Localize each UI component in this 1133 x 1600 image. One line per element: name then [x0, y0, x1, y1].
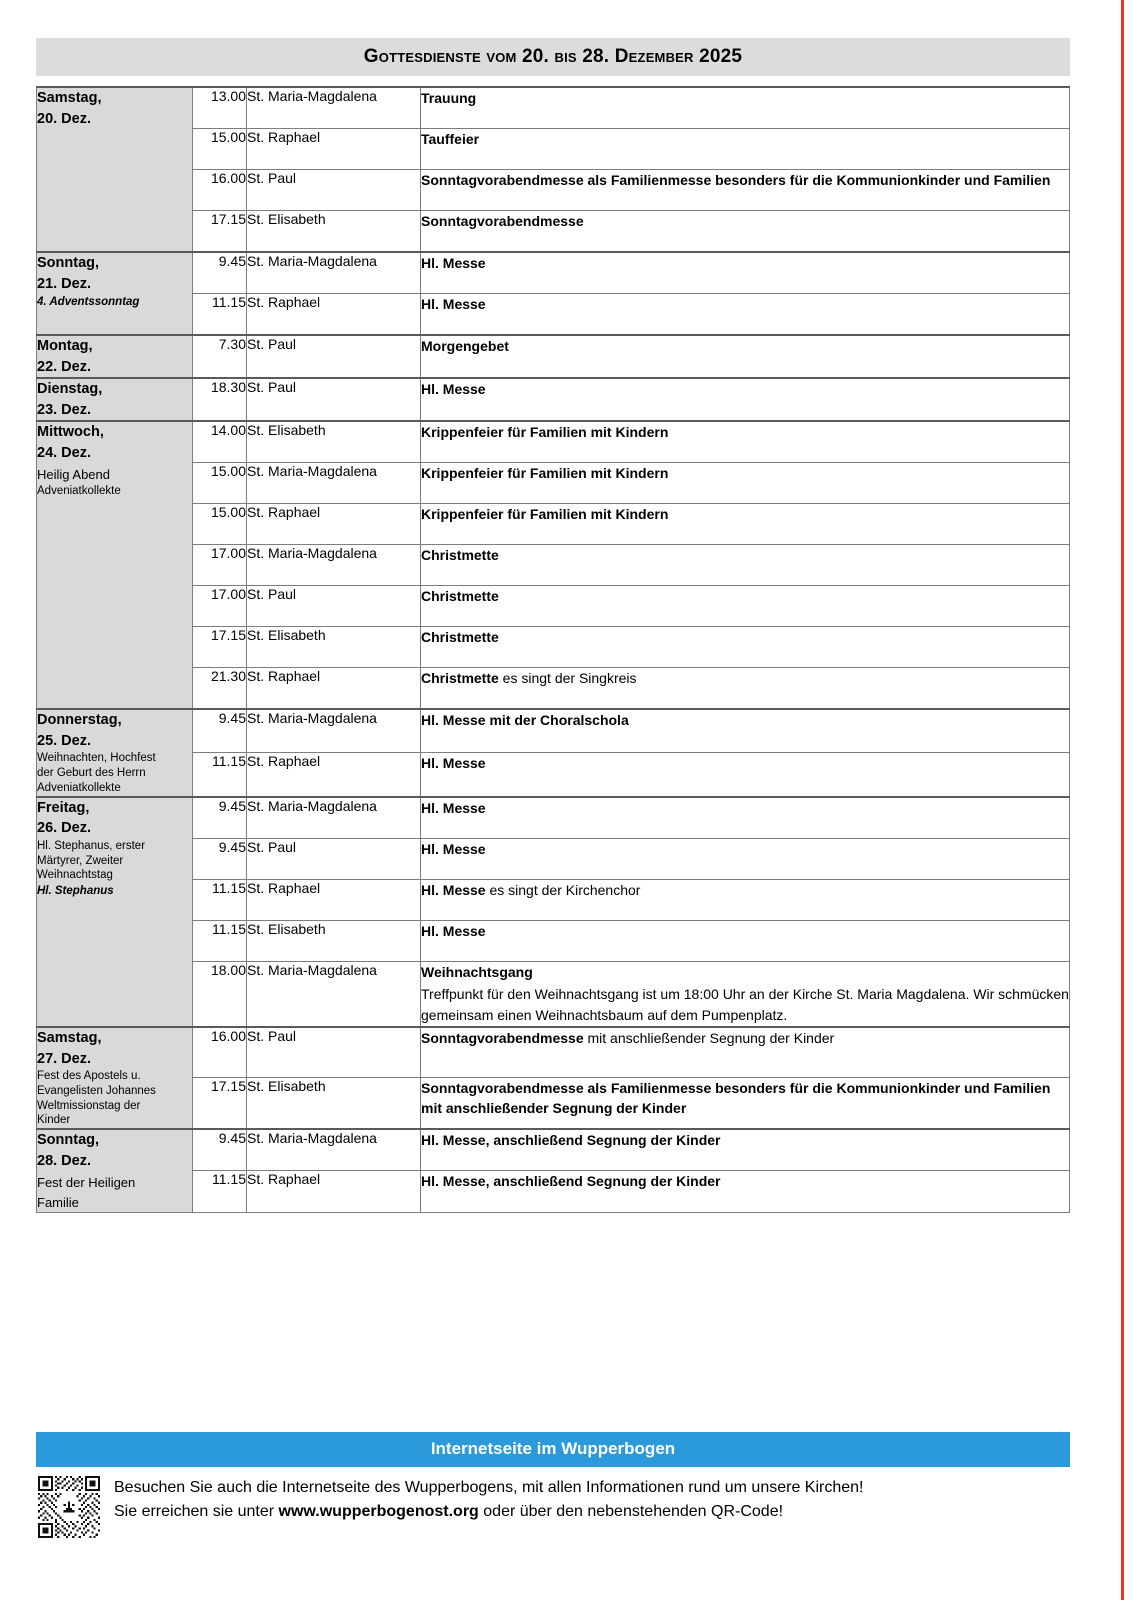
service-church: St. Maria-Magdalena	[247, 87, 421, 129]
service-church: St. Maria-Magdalena	[247, 463, 421, 504]
service-church: St. Raphael	[247, 1171, 421, 1212]
service-description	[421, 1171, 1070, 1212]
day-weekday: Samstag,	[37, 90, 102, 106]
service-church: St. Maria-Magdalena	[247, 797, 421, 839]
day-note: Fest des Apostels u.	[37, 1070, 141, 1083]
day-note: Weihnachten, Hochfest	[37, 752, 156, 765]
service-detail-inline: es singt der Kirchenchor	[485, 881, 641, 898]
service-time: 17.15	[193, 211, 247, 253]
table-row	[37, 335, 1070, 378]
page-edge-rule	[1121, 0, 1124, 1600]
day-note: Weltmissionstag der	[37, 1099, 141, 1112]
document-title-bar	[36, 38, 1070, 76]
service-description	[421, 294, 1070, 336]
service-title: Hl. Messe, anschließend Segnung der Kinder	[421, 1131, 721, 1148]
service-church: St. Elisabeth	[247, 920, 421, 961]
service-church: St. Elisabeth	[247, 627, 421, 668]
service-title: Christmette	[421, 588, 499, 605]
footer-section	[36, 1432, 1070, 1538]
service-time: 9.45	[193, 1129, 247, 1171]
service-title: Sonntagvorabendmesse	[421, 213, 584, 229]
table-row	[37, 709, 1070, 753]
service-time: 15.00	[193, 129, 247, 170]
document-content	[36, 38, 1070, 1213]
service-title: Christmette	[421, 629, 499, 646]
service-title: Morgengebet	[421, 338, 509, 354]
service-description	[421, 463, 1070, 504]
service-title: Sonntagvorabendmesse als Familienmesse besonders für die Kommunionkinder und Familien	[421, 172, 1051, 188]
service-church: St. Maria-Magdalena	[247, 709, 421, 753]
service-time: 9.45	[193, 709, 247, 753]
service-church: St. Raphael	[247, 294, 421, 336]
footer-line2-before: Sie erreichen sie unter	[114, 1503, 279, 1521]
footer-line2-after: oder über den nebenstehenden QR-Code!	[478, 1503, 784, 1521]
service-title: Krippenfeier für Familien mit Kindern	[421, 506, 669, 523]
service-church: St. Raphael	[247, 504, 421, 545]
service-title: Krippenfeier für Familien mit Kindern	[421, 424, 669, 441]
service-description	[421, 920, 1070, 961]
service-church: St. Raphael	[247, 668, 421, 710]
service-church: St. Maria-Magdalena	[247, 961, 421, 1027]
service-description	[421, 1078, 1070, 1129]
table-row	[37, 1027, 1070, 1078]
service-description	[421, 335, 1070, 378]
service-time: 18.00	[193, 961, 247, 1027]
service-description	[421, 170, 1070, 211]
service-description	[421, 586, 1070, 627]
service-church: St. Maria-Magdalena	[247, 545, 421, 586]
service-title: Christmette	[421, 547, 499, 564]
table-row	[37, 252, 1070, 294]
day-weekday: Sonntag,	[37, 1131, 100, 1148]
day-cell	[37, 87, 193, 252]
service-description	[421, 1129, 1070, 1171]
service-description	[421, 797, 1070, 839]
service-church: St. Raphael	[247, 129, 421, 170]
table-row	[37, 1129, 1070, 1171]
service-title: Tauffeier	[421, 131, 480, 147]
service-description	[421, 753, 1070, 797]
service-time: 16.00	[193, 170, 247, 211]
service-description	[421, 879, 1070, 920]
day-weekday: Freitag,	[37, 799, 90, 816]
service-church: St. Paul	[247, 586, 421, 627]
day-cell	[37, 1027, 193, 1129]
service-church: St. Maria-Magdalena	[247, 252, 421, 294]
service-church: St. Raphael	[247, 879, 421, 920]
service-title: Hl. Messe	[421, 755, 486, 772]
service-description	[421, 1027, 1070, 1078]
service-description	[421, 129, 1070, 170]
day-cell	[37, 421, 193, 709]
table-row	[37, 421, 1070, 463]
service-schedule-table	[36, 86, 1070, 1213]
service-time: 7.30	[193, 335, 247, 378]
day-weekday: Sonntag,	[37, 255, 100, 271]
day-weekday: Dienstag,	[37, 381, 103, 398]
day-note: Fest der Heiligen	[37, 1175, 136, 1191]
service-time: 11.15	[193, 920, 247, 961]
day-note: Adveniatkollekte	[37, 484, 121, 497]
page-title: Gottesdienste vom 20. bis 28. Dezember 2025	[363, 46, 743, 67]
service-time: 11.15	[193, 753, 247, 797]
service-title: Hl. Messe	[421, 255, 486, 271]
service-title: Hl. Messe mit der Choralschola	[421, 712, 629, 729]
footer-website-url[interactable]: www.wupperbogenost.org	[278, 1503, 479, 1521]
day-cell	[37, 378, 193, 421]
day-note: 4. Adventssonntag	[37, 296, 140, 309]
service-title: Trauung	[421, 90, 477, 106]
day-weekday: Samstag,	[37, 1029, 102, 1046]
day-note: Märtyrer, Zweiter	[37, 854, 124, 867]
service-time: 9.45	[193, 252, 247, 294]
service-title: Hl. Messe	[421, 840, 486, 857]
day-date: 28. Dez.	[37, 1152, 91, 1169]
footer-line-1: Besuchen Sie auch die Internetseite des Wupperbogens, mit allen Informationen rund um unsere Kirchen!	[114, 1479, 864, 1496]
footer-text	[114, 1476, 863, 1525]
service-time: 17.15	[193, 627, 247, 668]
day-note: Evangelisten Johannes	[37, 1084, 156, 1097]
day-note: Weihnachtstag	[37, 869, 113, 882]
service-title: Hl. Messe	[421, 881, 486, 898]
service-description	[421, 421, 1070, 463]
service-church: St. Elisabeth	[247, 211, 421, 253]
service-detail-inline: es singt der Singkreis	[498, 670, 637, 687]
service-time: 18.30	[193, 378, 247, 421]
service-title: Hl. Messe, anschließend Segnung der Kinder	[421, 1173, 721, 1190]
service-time: 17.15	[193, 1078, 247, 1129]
service-church: St. Maria-Magdalena	[247, 1129, 421, 1171]
service-time: 17.00	[193, 545, 247, 586]
table-row	[37, 87, 1070, 129]
service-title: Krippenfeier für Familien mit Kindern	[421, 465, 669, 482]
service-time: 15.00	[193, 463, 247, 504]
service-time: 17.00	[193, 586, 247, 627]
service-title: Hl. Messe	[421, 381, 486, 398]
day-note: Adveniatkollekte	[37, 781, 121, 794]
service-title: Sonntagvorabendmesse	[421, 1029, 584, 1046]
service-church: St. Paul	[247, 335, 421, 378]
table-row	[37, 797, 1070, 839]
service-description	[421, 87, 1070, 129]
day-date: 21. Dez.	[37, 275, 91, 292]
service-time: 11.15	[193, 294, 247, 336]
service-title: Weihnachtsgang	[421, 963, 533, 980]
service-title: Christmette	[421, 670, 499, 687]
service-description	[421, 252, 1070, 294]
day-cell	[37, 709, 193, 796]
service-description	[421, 378, 1070, 421]
service-title: Hl. Messe	[421, 296, 486, 312]
day-cell	[37, 335, 193, 378]
day-weekday: Mittwoch,	[37, 424, 104, 441]
day-date: 27. Dez.	[37, 1050, 91, 1067]
service-church: St. Paul	[247, 378, 421, 421]
day-weekday: Montag,	[37, 338, 93, 354]
footer-body	[36, 1476, 1070, 1538]
service-title: Sonntagvorabendmesse als Familienmesse besonders für die Kommunionkinder und Familien mit anschließender Segnung der Kinder	[421, 1080, 1051, 1117]
service-church: St. Paul	[247, 170, 421, 211]
service-time: 15.00	[193, 504, 247, 545]
day-weekday: Donnerstag,	[37, 712, 122, 729]
day-date: 20. Dez.	[37, 110, 91, 127]
service-time: 13.00	[193, 87, 247, 129]
day-cell	[37, 252, 193, 335]
service-time: 11.15	[193, 879, 247, 920]
service-description	[421, 668, 1070, 710]
day-date: 26. Dez.	[37, 820, 91, 837]
service-time: 14.00	[193, 421, 247, 463]
day-cell	[37, 797, 193, 1027]
day-note: der Geburt des Herrn	[37, 767, 146, 780]
service-church: St. Elisabeth	[247, 1078, 421, 1129]
service-description	[421, 211, 1070, 253]
service-description	[421, 627, 1070, 668]
service-church: St. Paul	[247, 1027, 421, 1078]
footer-banner: Internetseite im Wupperbogen	[36, 1432, 1070, 1467]
service-time: 16.00	[193, 1027, 247, 1078]
day-note: Heilig Abend	[37, 467, 110, 483]
service-time: 11.15	[193, 1171, 247, 1212]
service-description	[421, 961, 1070, 1027]
day-note: Familie	[37, 1195, 79, 1211]
table-row	[37, 378, 1070, 421]
service-time: 9.45	[193, 797, 247, 839]
service-title: Hl. Messe	[421, 922, 486, 939]
day-note: Hl. Stephanus, erster	[37, 839, 146, 852]
footer-line-2	[114, 1500, 863, 1524]
day-note: Hl. Stephanus	[37, 884, 114, 897]
service-time: 21.30	[193, 668, 247, 710]
day-date: 23. Dez.	[37, 401, 91, 418]
service-description	[421, 838, 1070, 879]
service-church: St. Elisabeth	[247, 421, 421, 463]
day-date: 22. Dez.	[37, 358, 91, 375]
day-cell	[37, 1129, 193, 1212]
qr-code-icon	[38, 1476, 100, 1538]
service-title: Hl. Messe	[421, 799, 486, 816]
service-detail-inline: mit anschließender Segnung der Kinder	[583, 1029, 835, 1046]
service-schedule-body	[37, 87, 1070, 1212]
service-church: St. Raphael	[247, 753, 421, 797]
day-date: 25. Dez.	[37, 732, 91, 749]
service-description	[421, 709, 1070, 753]
day-date: 24. Dez.	[37, 444, 91, 461]
service-time: 9.45	[193, 838, 247, 879]
service-description	[421, 545, 1070, 586]
service-description	[421, 504, 1070, 545]
day-note: Kinder	[37, 1114, 71, 1127]
service-detail-block: Treffpunkt für den Weihnachtsgang ist um 18:00 Uhr an der Kirche St. Maria Magdalena. Wir schmücken gemeinsam einen Weihnachtsbaum auf dem Pumpenplatz.	[421, 985, 1069, 1023]
service-church: St. Paul	[247, 838, 421, 879]
